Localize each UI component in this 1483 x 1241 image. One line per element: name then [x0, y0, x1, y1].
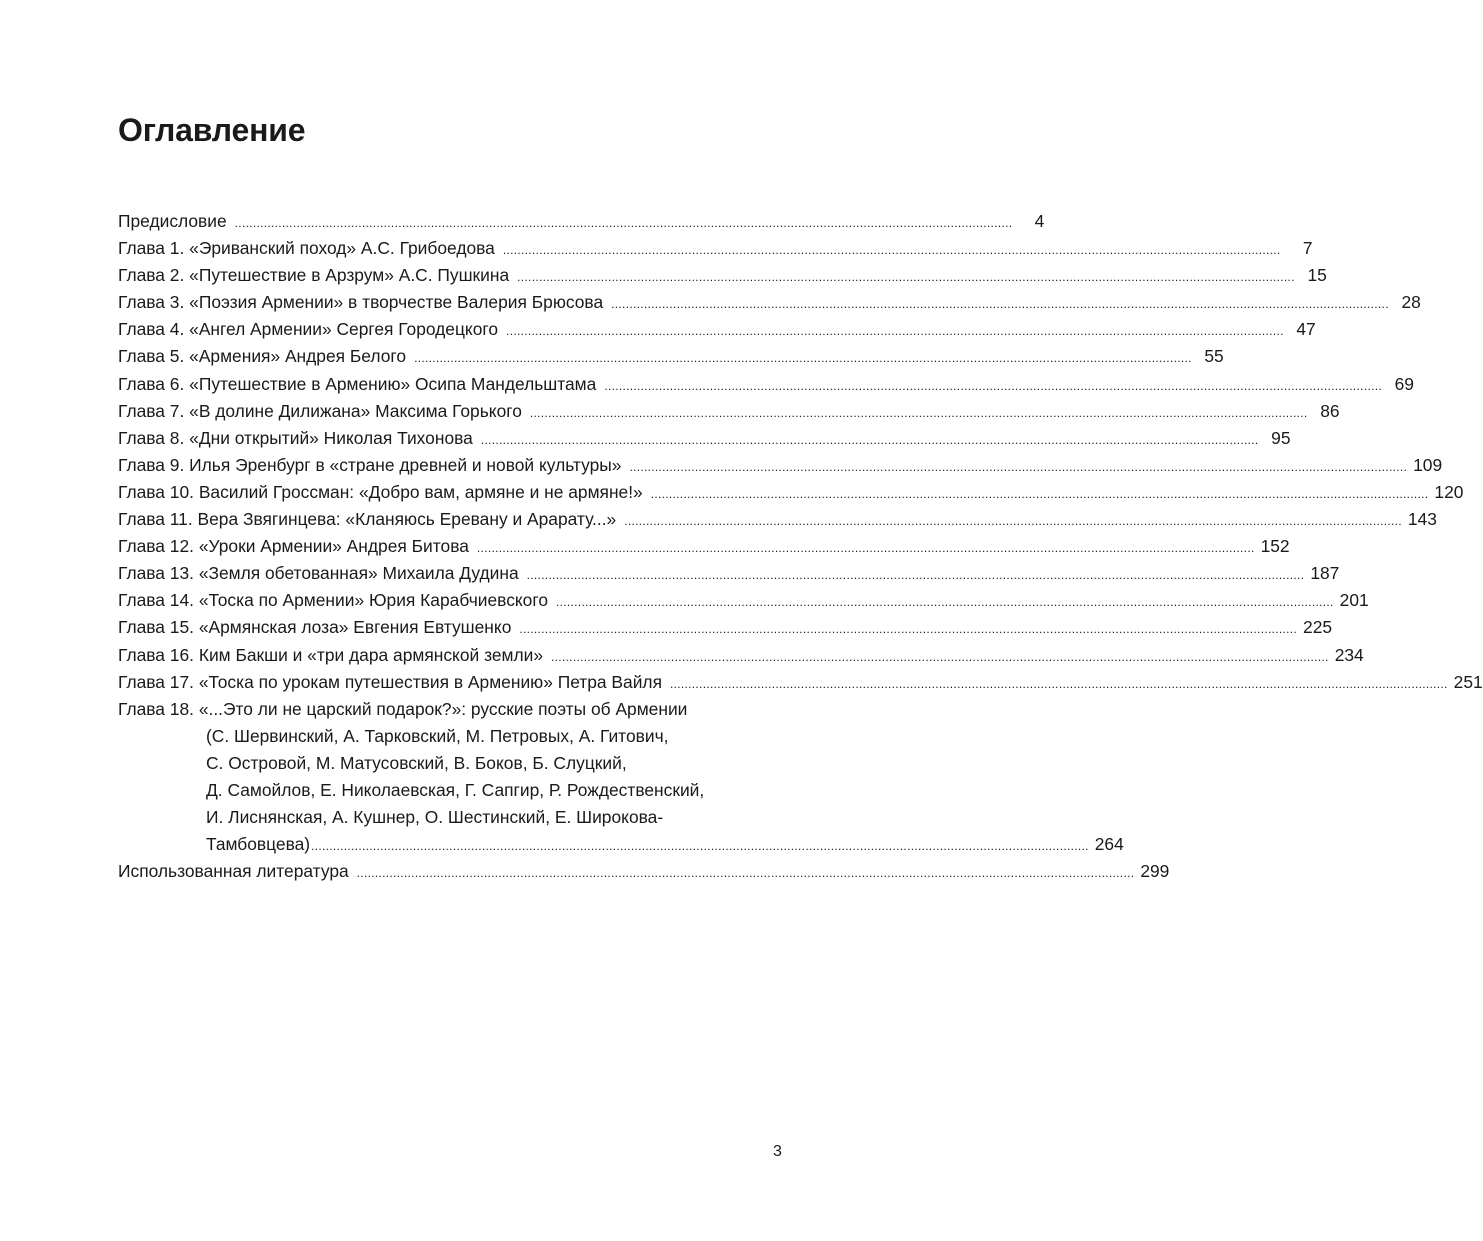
toc-entry-chapter-11 [118, 506, 1437, 533]
toc-entry-chapter-16 [118, 642, 1364, 669]
toc-entry-title: Глава 16. Ким Бакши и «три дара армянской земли» [118, 644, 544, 665]
dot-leader: ...................................................................................................................................................................................................................... [517, 270, 1295, 285]
toc-entry-continuation: И. Лиснянская, А. Кушнер, О. Шестинский, Е. Широкова- [206, 807, 664, 828]
dot-leader: ...................................................................................................................................................................................................................... [551, 649, 1329, 664]
toc-entry-page: 152 [1260, 536, 1290, 557]
toc-entry-page: 4 [1034, 211, 1045, 231]
dot-leader: ...................................................................................................................................................................................................................... [611, 297, 1389, 312]
toc-entry-chapter-2 [118, 262, 1327, 289]
toc-entry-preface [118, 208, 1045, 235]
dot-leader: ...................................................................................................................................................................................................................... [629, 459, 1408, 474]
toc-entry-page: 95 [1271, 427, 1291, 448]
toc-entry-title: Использованная литература [118, 861, 349, 882]
dot-leader: ...................................................................................................................................................................................................................... [311, 839, 1089, 854]
dot-leader: ...................................................................................................................................................................................................................... [414, 351, 1192, 366]
toc-entry-chapter-1 [118, 235, 1313, 262]
toc-entry-chapter-7 [118, 398, 1340, 425]
toc-entry-title: Глава 15. «Армянская лоза» Евгения Евтушенко [118, 617, 512, 638]
toc-entry-page: 299 [1140, 861, 1170, 882]
toc-entry-chapter-14 [118, 587, 1369, 614]
dot-leader: ...................................................................................................................................................................................................................... [669, 676, 1448, 691]
toc-entry-page: 86 [1320, 400, 1340, 421]
toc-entry-chapter-4 [118, 316, 1316, 343]
toc-entry-page: 28 [1401, 292, 1421, 313]
toc-entry-title: Глава 7. «В долине Дилижана» Максима Горького [118, 400, 522, 421]
toc-entry-page: 264 [1094, 834, 1124, 855]
toc-entry-chapter-15 [118, 614, 1333, 641]
toc-entry-title: Глава 13. «Земля обетованная» Михаила Дудина [118, 563, 519, 584]
toc-entry-chapter-13 [118, 560, 1340, 587]
toc-entry-page: 251 [1453, 671, 1483, 692]
dot-leader: ...................................................................................................................................................................................................................... [650, 486, 1429, 501]
dot-leader: ...................................................................................................................................................................................................................... [604, 378, 1382, 393]
toc-entry-page: 120 [1434, 481, 1464, 502]
toc-entry-page: 225 [1303, 617, 1333, 638]
toc-entry-title: Глава 11. Вера Звягинцева: «Кланяюсь Еревану и Арарату...» [118, 509, 617, 530]
toc-entry-literature [118, 858, 1170, 885]
toc-entry-continuation-last [118, 831, 1124, 858]
toc-entry-continuation: (С. Шервинский, А. Тарковский, М. Петровых, А. Гитович, [206, 725, 669, 746]
toc-entry-title: Глава 10. Василий Гроссман: «Добро вам, армяне и не армяне!» [118, 481, 643, 502]
page-title: Оглавление [118, 112, 306, 148]
toc-entry-title: Глава 9. Илья Эренбург в «стране древней и новой культуры» [118, 454, 622, 475]
toc-entry-page: 7 [1302, 238, 1313, 259]
toc-entry-chapter-10 [118, 479, 1464, 506]
dot-leader: ...................................................................................................................................................................................................................... [519, 622, 1298, 637]
toc-entry-page: 201 [1339, 590, 1369, 611]
toc-entry-title: Предисловие [118, 211, 227, 231]
dot-leader: ...................................................................................................................................................................................................................... [502, 243, 1281, 258]
toc-entry-title: Глава 8. «Дни открытий» Николая Тихонова [118, 427, 473, 448]
toc-entry-chapter-12 [118, 533, 1290, 560]
toc-entry-continuation: С. Островой, М. Матусовский, В. Боков, Б. Слуцкий, [206, 752, 627, 773]
toc-entry-title: Глава 17. «Тоска по урокам путешествия в Армению» Петра Вайля [118, 671, 662, 692]
dot-leader: ...................................................................................................................................................................................................................... [624, 514, 1402, 529]
toc-entry-title: Глава 3. «Поэзия Армении» в творчестве Валерия Брюсова [118, 292, 604, 313]
toc-entry-continuation: Д. Самойлов, Е. Николаевская, Г. Сапгир, Р. Рождественский, [206, 779, 705, 800]
toc-entry-title: Глава 18. «...Это ли не царский подарок?»: русские поэты об Армении [118, 698, 688, 719]
dot-leader: ...................................................................................................................................................................................................................... [480, 432, 1259, 447]
toc-entry-page: 109 [1413, 454, 1443, 475]
dot-leader: ...................................................................................................................................................................................................................... [526, 568, 1305, 583]
dot-leader: ...................................................................................................................................................................................................................... [506, 324, 1284, 339]
toc-entry-chapter-8 [118, 425, 1291, 452]
toc-entry-title: Глава 12. «Уроки Армении» Андрея Битова [118, 536, 469, 557]
toc-entry-page: 69 [1394, 373, 1414, 394]
toc-entry-chapter-5 [118, 343, 1224, 370]
toc-entry-page: 187 [1310, 563, 1340, 584]
toc-entry-chapter-9 [118, 452, 1443, 479]
table-of-contents [118, 208, 1483, 885]
toc-entry-chapter-17 [118, 669, 1483, 696]
dot-leader: ...................................................................................................................................................................................................................... [234, 216, 1013, 230]
toc-entry-title: Глава 6. «Путешествие в Армению» Осипа Мандельштама [118, 373, 597, 394]
toc-entry-chapter-18 [118, 696, 778, 723]
dot-leader: ...................................................................................................................................................................................................................... [356, 866, 1135, 881]
toc-entry-title: Глава 1. «Эриванский поход» А.С. Грибоедова [118, 238, 495, 259]
toc-entry-page: 15 [1307, 265, 1327, 286]
toc-entry-page: 234 [1334, 644, 1364, 665]
toc-entry-title: Тамбовцева) [206, 834, 311, 855]
toc-entry-title: Глава 5. «Армения» Андрея Белого [118, 346, 407, 367]
toc-entry-title: Глава 2. «Путешествие в Арзрум» А.С. Пушкина [118, 265, 510, 286]
toc-entry-chapter-3 [118, 289, 1421, 316]
toc-entry-title: Глава 14. «Тоска по Армении» Юрия Карабчиевского [118, 590, 548, 611]
page-number: 3 [773, 1143, 782, 1160]
toc-entry-title: Глава 4. «Ангел Армении» Сергея Городецкого [118, 319, 499, 340]
toc-entry-page: 55 [1204, 346, 1224, 367]
toc-entry-page: 143 [1407, 509, 1437, 530]
dot-leader: ...................................................................................................................................................................................................................... [529, 405, 1308, 420]
dot-leader: ...................................................................................................................................................................................................................... [476, 541, 1255, 556]
dot-leader: ...................................................................................................................................................................................................................... [556, 595, 1334, 610]
toc-entry-page: 47 [1296, 319, 1316, 340]
toc-entry-chapter-6 [118, 371, 1414, 398]
